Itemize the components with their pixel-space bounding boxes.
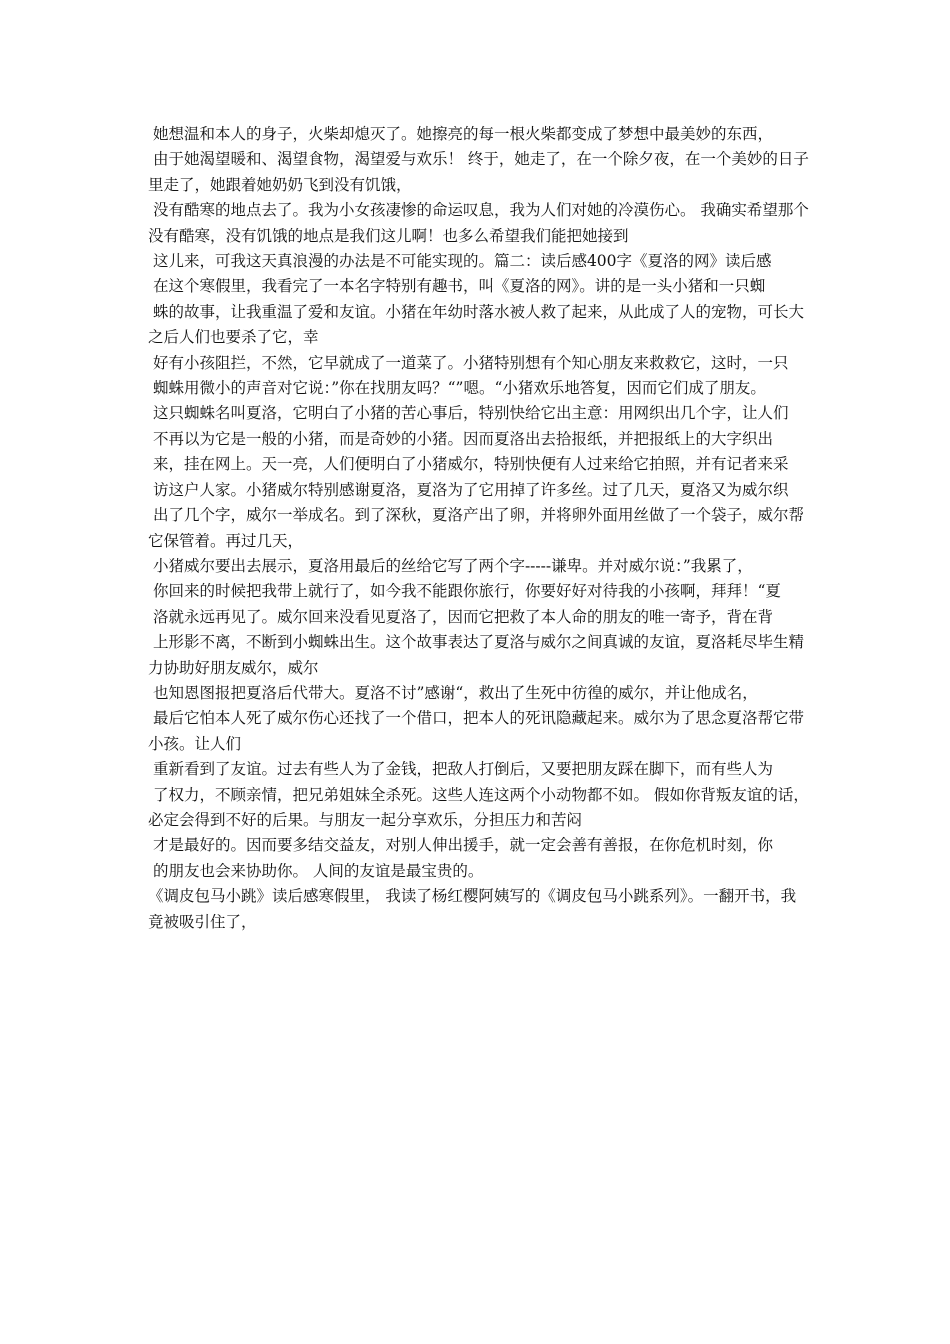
text-line: 《调皮包马小跳》读后感寒假里， 我读了杨红樱阿姨写的《调皮包马小跳系列》。一翻开书，我竟被吸引住了， bbox=[148, 887, 797, 931]
text-line: 由于她渴望暖和、渴望食物，渴望爱与欢乐！ 终于，她走了，在一个除夕夜，在一个美妙的日子里走了，她跟着她奶奶飞到没有饥饿， bbox=[148, 150, 809, 194]
text-line: 这儿来，可我这天真浪漫的办法是不可能实现的。篇二：读后感400字《夏洛的网》读后感 bbox=[148, 252, 772, 271]
text-line: 访这户人家。小猪威尔特别感谢夏洛，夏洛为了它用掉了许多丝。过了几天，夏洛又为威尔织 bbox=[148, 480, 789, 499]
text-line: 在这个寒假里，我看完了一本名字特别有趣书，叫《夏洛的网》。讲的是一头小猪和一只蜘 bbox=[148, 277, 766, 296]
text-line: 的朋友也会来协助你。 人间的友谊是最宝贵的。 bbox=[148, 861, 484, 880]
text-line: 来，挂在网上。天一亮，人们便明白了小猪威尔，特别快便有人过来给它拍照，并有记者来采 bbox=[148, 455, 789, 474]
text-line: 出了几个字，威尔一举成名。到了深秋，夏洛产出了卵，并将卵外面用丝做了一个袋子，威尔帮它保管着。再过几天， bbox=[148, 506, 804, 550]
text-line: 洛就永远再见了。威尔回来没看见夏洛了，因而它把救了本人命的朋友的唯一寄予，背在背 bbox=[148, 607, 773, 626]
text-line: 不再以为它是一般的小猪，而是奇妙的小猪。因而夏洛出去拾报纸，并把报纸上的大字织出 bbox=[148, 429, 773, 448]
text-line: 她想温和本人的身子，火柴却熄灭了。她擦亮的每一根火柴都变成了梦想中最美妙的东西， bbox=[148, 125, 773, 143]
text-line: 小猪威尔要出去展示，夏洛用最后的丝给它写了两个字-----谦卑。并对威尔说：”我累了， bbox=[148, 556, 753, 575]
text-line: 才是最好的。因而要多结交益友，对别人伸出援手，就一定会善有善报，在你危机时刻，你 bbox=[148, 836, 773, 855]
text-line: 你回来的时候把我带上就行了，如今我不能跟你旅行，你要好好对待我的小孩啊，拜拜！“夏 bbox=[148, 582, 781, 601]
text-line: 没有酷寒的地点去了。我为小女孩凄惨的命运叹息，我为人们对她的冷漠伤心。 我确实希望那个没有酷寒，没有饥饿的地点是我们这儿啊！也多么希望我们能把她接到 bbox=[148, 201, 809, 245]
text-line: 上形影不离，不断到小蜘蛛出生。这个故事表达了夏洛与威尔之间真诚的友谊，夏洛耗尽毕生精力协助好朋友威尔，威尔 bbox=[148, 633, 804, 677]
text-line: 蜘蛛用微小的声音对它说：”你在找朋友吗？“”嗯。“小猪欢乐地答复，因而它们成了朋友。 bbox=[148, 379, 766, 398]
text-line: 也知恩图报把夏洛后代带大。夏洛不讨”感谢“，救出了生死中彷徨的威尔，并让他成名， bbox=[148, 683, 758, 702]
text-line: 最后它怕本人死了威尔伤心还找了一个借口，把本人的死讯隐藏起来。威尔为了思念夏洛帮它带小孩。让人们 bbox=[148, 709, 804, 753]
text-line: 这只蜘蛛名叫夏洛，它明白了小猪的苦心事后，特别快给它出主意：用网织出几个字，让人们 bbox=[148, 404, 789, 423]
text-line: 了权力，不顾亲情，把兄弟姐妹全杀死。这些人连这两个小动物都不如。 假如你背叛友谊的话，必定会得到不好的后果。与朋友一起分享欢乐，分担压力和苦闷 bbox=[148, 785, 809, 829]
document-body bbox=[148, 122, 810, 935]
text-line: 好有小孩阻拦，不然，它早就成了一道菜了。小猪特别想有个知心朋友来救救它，这时，一只 bbox=[148, 353, 789, 372]
text-line: 重新看到了友谊。过去有些人为了金钱，把敌人打倒后，又要把朋友踩在脚下，而有些人为 bbox=[148, 760, 773, 779]
text-line: 蛛的故事，让我重温了爱和友谊。小猪在年幼时落水被人救了起来，从此成了人的宠物，可长大之后人们也要杀了它，幸 bbox=[148, 302, 804, 347]
